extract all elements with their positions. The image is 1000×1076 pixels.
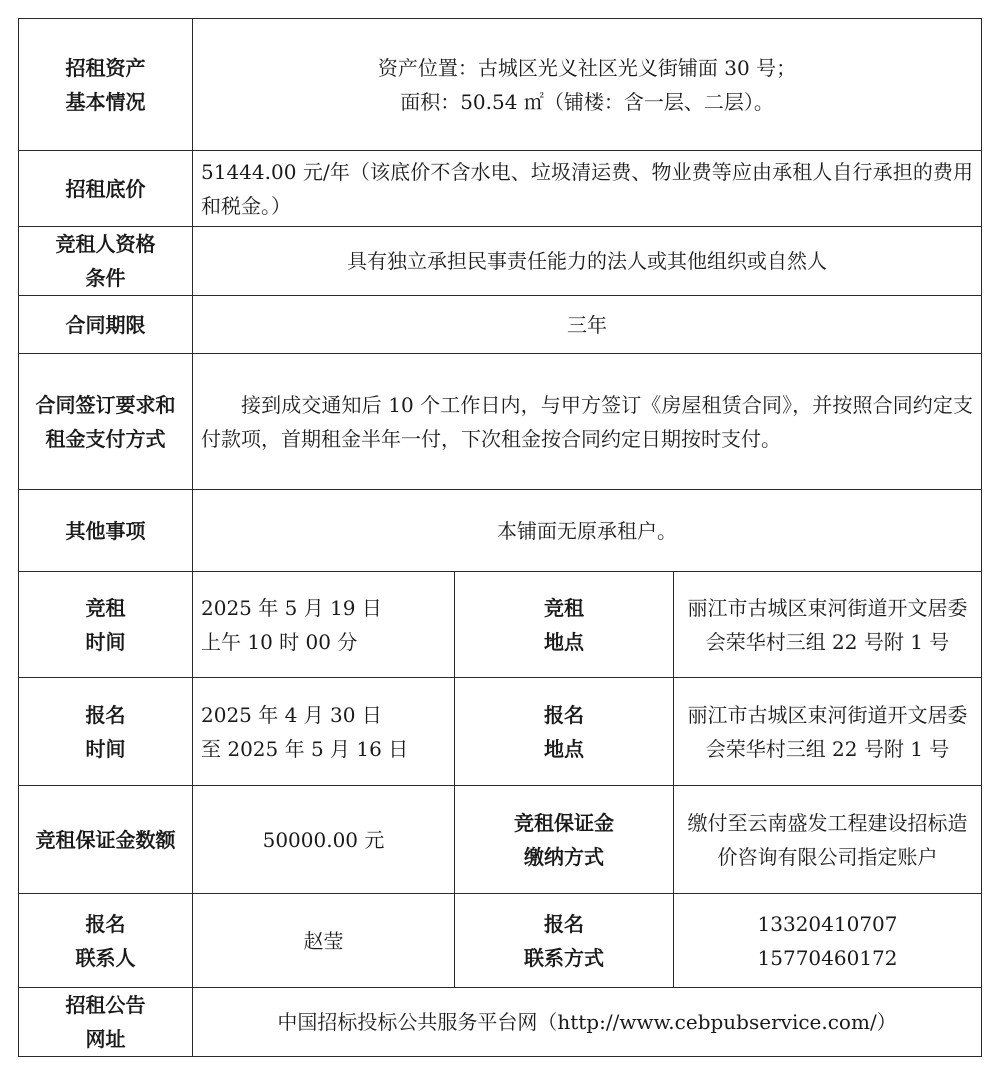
row-deposit <box>19 786 982 894</box>
reg-place-label-line2: 地点 <box>544 736 584 761</box>
contact-person-label <box>19 894 193 988</box>
asset-area: 面积：50.54 ㎡（铺楼：含一层、二层）。 <box>400 89 774 114</box>
row-term <box>19 296 982 354</box>
row-asset <box>19 19 982 151</box>
contact-phone-label-line2: 联系方式 <box>524 945 604 970</box>
row-base-price <box>19 151 982 227</box>
row-other <box>19 490 982 572</box>
deposit-amount-value: 50000.00 元 <box>193 786 455 894</box>
base-price-label: 招租底价 <box>19 151 193 227</box>
reg-end-date: 至 2025 年 5 月 16 日 <box>201 736 409 761</box>
deposit-method-label-line2: 缴纳方式 <box>524 844 604 869</box>
reg-time-label-line2: 时间 <box>85 736 126 761</box>
bid-place-label-line1: 竞租 <box>544 595 584 620</box>
bid-time-value <box>193 572 455 678</box>
contact-phone-2: 15770460172 <box>757 945 898 970</box>
contact-person-label-line2: 联系人 <box>75 945 136 970</box>
bid-hour: 上午 10 时 00 分 <box>201 629 358 654</box>
reg-time-value <box>193 678 455 786</box>
deposit-amount-label: 竞租保证金数额 <box>19 786 193 894</box>
qualification-label-line1: 竞租人资格 <box>55 232 156 256</box>
asset-label-line1: 招租资产 <box>65 55 146 80</box>
bid-place-label-line2: 地点 <box>544 629 584 654</box>
contact-phone-value <box>674 894 982 988</box>
other-value: 本铺面无原承租户。 <box>193 490 982 572</box>
asset-value <box>193 19 982 151</box>
website-label-line1: 招租公告 <box>65 993 146 1017</box>
row-bid <box>19 572 982 678</box>
other-label: 其他事项 <box>19 490 193 572</box>
website-value: 中国招标投标公共服务平台网（http://www.cebpubservice.com/） <box>193 988 982 1057</box>
website-label <box>19 988 193 1057</box>
deposit-method-label <box>455 786 674 894</box>
contract-label-line2: 租金支付方式 <box>45 426 166 451</box>
term-value: 三年 <box>193 296 982 354</box>
asset-label-line2: 基本情况 <box>65 89 146 114</box>
contract-label-line1: 合同签订要求和 <box>35 392 176 417</box>
contact-phone-label <box>455 894 674 988</box>
asset-label <box>19 19 193 151</box>
row-website <box>19 988 982 1057</box>
reg-time-label <box>19 678 193 786</box>
contact-phone-label-line1: 报名 <box>544 911 584 936</box>
bid-time-label-line1: 竞租 <box>85 595 126 620</box>
website-label-line2: 网址 <box>85 1027 126 1051</box>
row-registration <box>19 678 982 786</box>
row-contact <box>19 894 982 988</box>
qualification-label-line2: 条件 <box>85 266 126 290</box>
contact-person-value: 赵莹 <box>193 894 455 988</box>
rental-notice-table <box>18 18 982 1057</box>
term-label: 合同期限 <box>19 296 193 354</box>
asset-location: 资产位置：古城区光义社区光义街铺面 30 号； <box>377 55 797 80</box>
deposit-method-label-line1: 竞租保证金 <box>514 810 614 835</box>
row-qualification <box>19 227 982 296</box>
qualification-value: 具有独立承担民事责任能力的法人或其他组织或自然人 <box>193 227 982 296</box>
contract-value: 接到成交通知后 10 个工作日内，与甲方签订《房屋租赁合同》，并按照合同约定支付款项，首期租金半年一付，下次租金按合同约定日期按时支付。 <box>193 354 982 490</box>
row-contract <box>19 354 982 490</box>
bid-date: 2025 年 5 月 19 日 <box>201 595 382 620</box>
reg-place-label-line1: 报名 <box>544 702 584 727</box>
base-price-value: 51444.00 元/年（该底价不含水电、垃圾清运费、物业费等应由承租人自行承担的费用和税金。） <box>193 151 982 227</box>
reg-time-label-line1: 报名 <box>85 702 126 727</box>
reg-place-label <box>455 678 674 786</box>
bid-place-value: 丽江市古城区束河街道开文居委会荣华村三组 22 号附 1 号 <box>674 572 982 678</box>
reg-place-value: 丽江市古城区束河街道开文居委会荣华村三组 22 号附 1 号 <box>674 678 982 786</box>
contact-phone-1: 13320410707 <box>757 911 898 936</box>
bid-place-label <box>455 572 674 678</box>
bid-time-label <box>19 572 193 678</box>
contract-label <box>19 354 193 490</box>
bid-time-label-line2: 时间 <box>85 629 126 654</box>
reg-start-date: 2025 年 4 月 30 日 <box>201 702 382 727</box>
deposit-method-value: 缴付至云南盛发工程建设招标造价咨询有限公司指定账户 <box>674 786 982 894</box>
contact-person-label-line1: 报名 <box>85 911 126 936</box>
qualification-label <box>19 227 193 296</box>
